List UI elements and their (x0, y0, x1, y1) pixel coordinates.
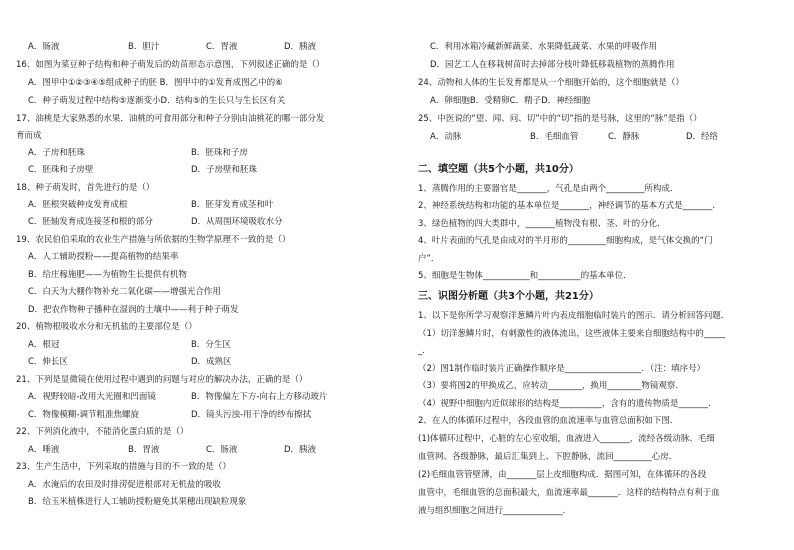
q18-option-a: A．胚根突破种皮发育成根 (28, 200, 128, 210)
q24-stem: 24、动物和人体的生长发育都是从一个细胞开始的，这个细胞就是（） (418, 78, 684, 88)
right-column (418, 0, 790, 550)
q25-option-b: B．毛细血管 (530, 132, 579, 142)
diagram-q1-part1-cont: _. (418, 346, 425, 356)
q17-option-c: C．胚珠和子房壁 (28, 165, 94, 175)
q21-options-cd (16, 410, 388, 421)
q23-stem: 23、生产生活中，下列采取的措施与目的不一致的是（） (16, 462, 231, 472)
q18-option-c: C．胚轴发育成连接茎和根的部分 (28, 217, 153, 227)
diagram-q2-part1: (1)体循环过程中，心脏的左心室收缩，血液进入_______，流经各级动脉、毛细 (418, 434, 715, 444)
q25-option-d: D．经络 (686, 132, 719, 142)
q22-options (16, 445, 388, 456)
q17-option-d: D．子房壁和胚珠 (191, 165, 258, 175)
q21-options-ab (16, 392, 388, 403)
q17-options-ab (16, 148, 388, 159)
q20-option-a: A．根冠 (28, 340, 60, 350)
q19-option-c: C．白天为大棚作物补充二氧化碳——增强光合作用 (28, 287, 221, 297)
fill-q2: 2、神经系统结构和功能的基本单位是_______，神经调节的基本方式是_______. (418, 201, 716, 211)
q22-option-a: A．唾液 (28, 445, 60, 455)
diagram-q2-part2: (2)毛细血管管壁薄，由_______层上皮细胞构成．据图可知，在体循环的各段 (418, 470, 707, 480)
q16-stem: 16、如图为菜豆种子结构和种子萌发后的幼苗形态示意图，下列叙述正确的是（） (16, 60, 325, 70)
q23-option-b: B．给玉米植株进行人工辅助授粉避免其果穗出现缺粒现象 (28, 497, 247, 507)
left-column (16, 0, 388, 550)
q21-stem: 21、下列是显微镜在使用过程中遇到的问题与对应的解决办法，正确的是（） (16, 375, 308, 385)
q25-stem: 25、中医说的“望、闻、问、切”中的“切”指的是号脉，这里的“脉”是指（） (418, 114, 702, 124)
q22-option-b: B．胃液 (128, 445, 160, 455)
q23-option-a: A．水淹后的农田及时排涝促进根部对无机盐的吸收 (28, 480, 221, 490)
diagram-q1-part3: （3）要将图2的甲换成乙，应转动________，换用________物镜观察． (418, 381, 684, 391)
q17-option-a: A．子房和胚珠 (28, 148, 85, 158)
q17-option-b: B．胚珠和子房 (191, 148, 248, 158)
diagram-q1-stem: 1、以下是你所学习观察洋葱鳞片叶内表皮细胞临时装片的图示．请分析回答问题． (418, 311, 730, 321)
q22-option-c: C．肠液 (206, 445, 238, 455)
q25-option-a: A．动脉 (430, 132, 462, 142)
q15-option-c: C．胃液 (206, 42, 238, 52)
q20-option-d: D．成熟区 (191, 357, 232, 367)
q21-option-d: D．镜头污浊-用干净的纱布擦拭 (191, 410, 312, 420)
q21-option-c: C．物像模糊-调节粗准焦螺旋 (28, 410, 140, 420)
diagram-q1-part2: （2）图1制作临时装片正确操作顺序是__________________．（注：填序号） (418, 364, 706, 374)
q15-option-b: B．胆汁 (128, 42, 160, 52)
q20-options-cd (16, 357, 388, 368)
q19-option-a: A．人工辅助授粉——提高植物的结果率 (28, 252, 179, 262)
q19-option-b: B．给庄稼施肥——为植物生长提供有机物 (28, 270, 187, 280)
q19-stem: 19、农民伯伯采取的农业生产措施与所依据的生物学原理不一致的是（） (16, 235, 291, 245)
q15-option-d: D．胰液 (284, 42, 317, 52)
fill-q4-line1: 4、叶片表面的气孔是由成对的半月形的_________细胞构成，是气体交换的“门 (418, 236, 713, 246)
q15-options (16, 42, 388, 53)
q15-option-a: A．肠液 (28, 42, 60, 52)
diagram-q2-part1-cont: 血管网、各级静脉，最后汇集到上、下腔静脉，流回_________心房． (418, 452, 678, 462)
q22-stem: 22、下列消化液中，不能消化蛋白质的是（） (16, 427, 189, 437)
diagram-q2-part2-cont: 血管中，毛细血管的总面积最大，血流速率最_______．这样的结构特点有利于血 (418, 488, 720, 498)
fill-q4-line2: 户”． (418, 254, 440, 264)
q22-option-d: D．胰液 (284, 445, 317, 455)
q23-option-c: C．利用冰箱冷藏新鲜蔬菜、水果降低蔬菜、水果的呼吸作用 (430, 42, 657, 52)
diagram-q2-part2-end: 液与组织细胞之间进行______________. (418, 506, 566, 516)
q18-option-b: B．胚芽发育成茎和叶 (191, 200, 274, 210)
fill-q3: 3、绿色植物的四大类群中，_______植物没有根、茎、叶的分化． (418, 219, 666, 229)
q21-option-a: A．视野较暗-改用大光圈和凹面镜 (28, 392, 156, 402)
q18-options-cd (16, 217, 388, 228)
q16-options-cd: C．种子萌发过程中结构⑤逐渐变小D．结构⑤的生长只与生长区有关 (28, 96, 286, 106)
q17-stem-line2: 育而成 (16, 131, 42, 141)
section-fill-in-title: 二、填空题（共5个小题，共10分） (418, 164, 579, 175)
q18-stem: 18、种子萌发时，首先进行的是（） (16, 183, 155, 193)
q24-options: A．卵细胞B．受精卵C．精子D．神经细胞 (430, 96, 591, 106)
q17-stem-line1: 17、油桃是大家熟悉的水果．油桃的可食用部分和种子分别由油桃花的哪一部分发 (16, 114, 325, 124)
q19-option-d: D．把农作物种子播种在湿润的土壤中——利于种子萌发 (28, 305, 239, 315)
fill-q1: 1、蒸腾作用的主要器官是_______，气孔是由两个_________所构成． (418, 184, 679, 194)
q18-options-ab (16, 200, 388, 211)
diagram-q1-part4: （4）视野中细胞内近似球形的结构是__________，含有的遗传物质是_______. (418, 399, 711, 409)
section-diagram-title: 三、识图分析题（共3个小题，共21分） (418, 291, 599, 302)
q18-option-d: D．从周围环境吸收水分 (191, 217, 283, 227)
q16-options-ab: A．图甲中①②③④⑤组成种子的胚 B．图甲中的①发育成图乙中的⑥ (28, 78, 283, 88)
q23-option-d: D．园艺工人在移栽树苗时去掉部分枝叶降低移栽植物的蒸腾作用 (430, 60, 675, 70)
diagram-q2-stem: 2、在人的体循环过程中，各段血管的血流速率与血管总面积如下图． (418, 416, 679, 426)
fill-q5: 5、细胞是生物体___________和__________的基本单位． (418, 271, 632, 281)
q20-stem: 20、植物根吸收水分和无机盐的主要部位是（） (16, 322, 197, 332)
diagram-q1-part1: （1）切洋葱鳞片时，有刺激性的液体流出，这些液体主要来自细胞结构中的_____ (418, 329, 726, 339)
q25-options (418, 132, 790, 143)
q20-options-ab (16, 340, 388, 351)
q21-option-b: B．物像偏左下方-向右上方移动玻片 (191, 392, 328, 402)
q20-option-c: C．伸长区 (28, 357, 68, 367)
q25-option-c: C．静脉 (608, 132, 640, 142)
q20-option-b: B．分生区 (191, 340, 231, 350)
q17-options-cd (16, 165, 388, 176)
